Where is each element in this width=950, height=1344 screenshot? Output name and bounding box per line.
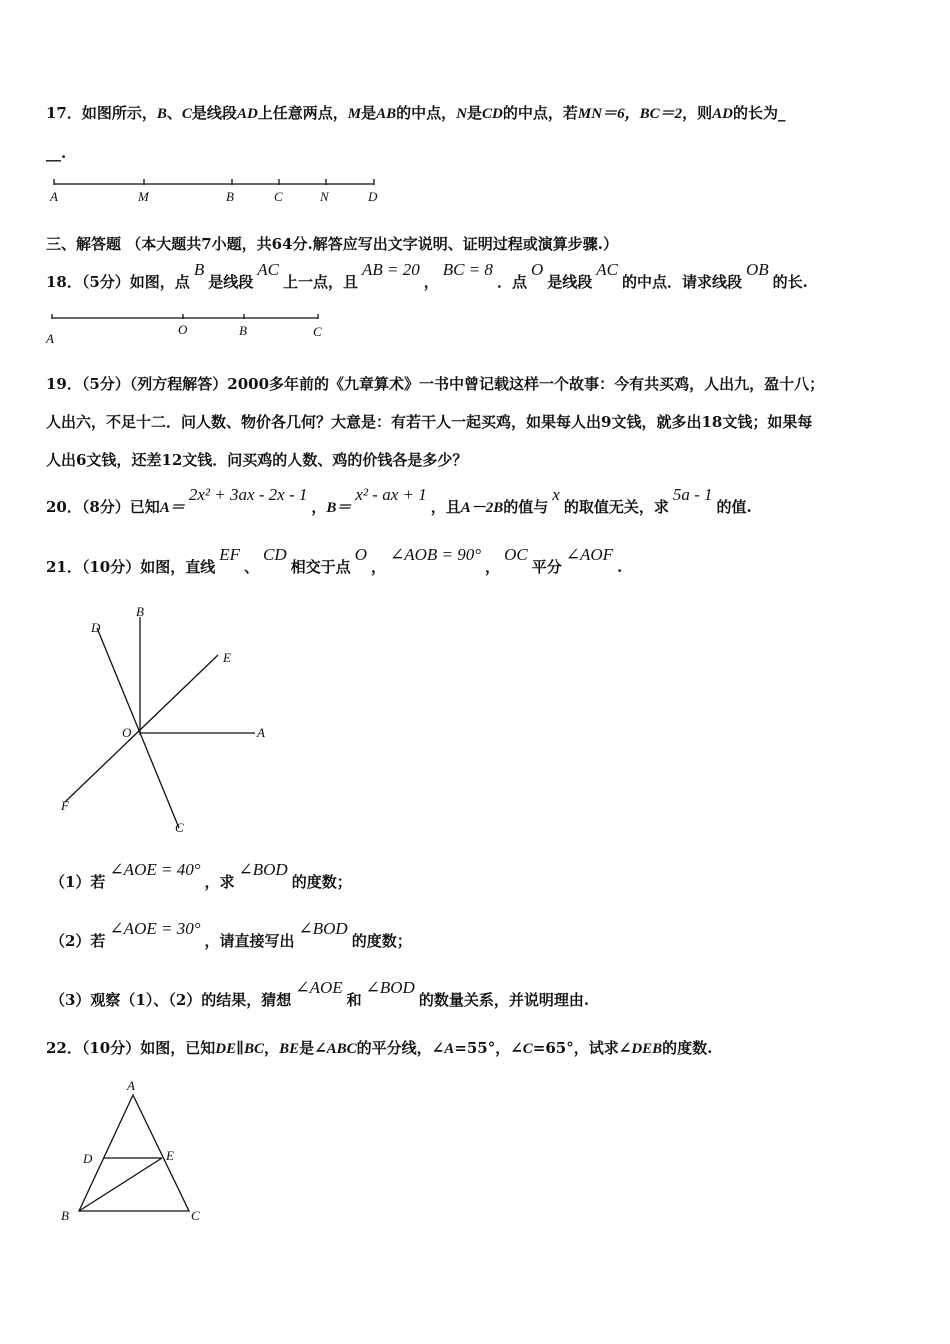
- point-label: O: [178, 322, 188, 337]
- q17-text: 17．如图所示，B、C是线段AD上任意两点，M是AB的中点，N是CD的中点，若MN＝6，BC＝2，则AD的长为_: [46, 104, 786, 122]
- q22-triangle-figure: [55, 1075, 215, 1227]
- section-heading: 三、解答题 （本大题共7小题，共64分.解答应写出文字说明、证明过程或演算步骤.）: [46, 235, 618, 253]
- point-label: C: [191, 1208, 200, 1223]
- q21-subquestion-3: （3）观察（1）、（2）的结果，猜想∠AOE和∠BOD的数量关系，并说明理由.: [50, 978, 590, 1009]
- point-label: A: [50, 189, 58, 204]
- q19-line-3: 人出6文钱，还差12文钱．问买鸡的人数、鸡的价钱各是多少？: [46, 451, 468, 469]
- q21-text: 21．（10分）如图，直线EF、CD相交于点O，∠AOB = 90°，OC平分∠AOF.: [46, 545, 623, 576]
- q17-answer-blank: __.: [46, 144, 67, 162]
- q21-subquestion-2: （2）若∠AOE = 30°，请直接写出∠BOD的度数；: [50, 919, 412, 950]
- point-label: E: [223, 650, 231, 665]
- q22-text: 22．（10分）如图，已知DE∥BC，BE是∠ABC的平分线，∠A=55°，∠C=65°，试求∠DEB的度数.: [46, 1039, 713, 1057]
- point-label: F: [61, 798, 69, 813]
- q18-segment-figure: [42, 312, 342, 346]
- point-label: B: [136, 604, 144, 619]
- point-label: C: [274, 189, 283, 204]
- point-label: C: [175, 820, 184, 835]
- point-label: M: [138, 189, 149, 204]
- point-label: D: [91, 620, 101, 635]
- q21-angle-figure: [55, 600, 285, 840]
- point-label: O: [122, 725, 132, 740]
- line-ef: [65, 655, 218, 802]
- point-label: D: [83, 1151, 93, 1166]
- point-label: B: [226, 189, 234, 204]
- line-dc: [97, 628, 179, 828]
- q19-line-1: 19．（5分）（列方程解答）2000多年前的《九章算术》一书中曾记载这样一个故事：今有共买鸡，人出九，盈十八；: [46, 375, 825, 393]
- point-label: C: [313, 324, 322, 339]
- point-label: N: [320, 189, 329, 204]
- q19-line-2: 人出六，不足十二．问人数、物价各几何？大意是：有若干人一起买鸡，如果每人出9文钱，就多出18文钱；如果每: [46, 413, 813, 431]
- q17-segment-figure: [46, 175, 386, 207]
- q18-text: 18．（5分）如图，点B是线段AC上一点，且AB = 20，BC = 8．点O是线段AC的中点．请求线段OB的长.: [46, 260, 808, 291]
- point-label: B: [61, 1208, 69, 1223]
- point-label: A: [257, 725, 265, 740]
- point-label: A: [46, 331, 54, 346]
- point-label: D: [368, 189, 378, 204]
- q20-text: 20．（8分）已知A＝2x² + 3ax - 2x - 1，B＝x² - ax + 1，且A－2B的值与x的取值无关，求5a - 1的值.: [46, 485, 752, 516]
- q21-subquestion-1: （1）若∠AOE = 40°，求∠BOD的度数；: [50, 860, 352, 891]
- point-label: B: [239, 323, 247, 338]
- point-label: A: [127, 1078, 135, 1093]
- point-label: E: [166, 1148, 174, 1163]
